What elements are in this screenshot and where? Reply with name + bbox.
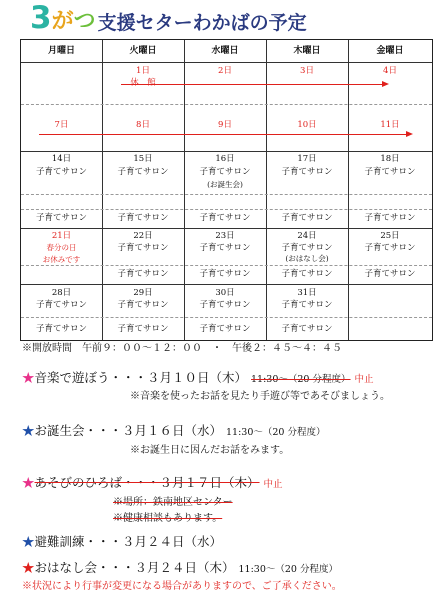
salon-top: 子育てサロン [117,300,169,310]
row-divider [21,284,432,285]
col-divider [348,40,349,340]
header-mon: 月曜日 [47,46,75,56]
event-playground-title: あそびのひろば・・・３月１７日（木） [34,475,260,490]
row-divider [21,228,432,229]
date-3: 3日 [300,66,314,76]
salon-bottom: 子育てサロン [35,213,87,223]
star-icon: ★ [22,534,35,549]
salon-bottom: 子育てサロン [364,213,416,223]
event-storytime [22,561,338,577]
salon-top: 子育てサロン [199,167,251,177]
closed-note: 休 館 [130,78,156,88]
closed-arrow-line-2 [39,134,407,135]
date-14: 14日 [51,154,72,164]
closed-arrow-head [382,81,389,87]
date-1: 1日 [136,66,150,76]
salon-bottom: 子育てサロン [281,213,333,223]
event-playground [22,476,283,492]
title-tsu: つ [73,9,96,34]
date-22: 22日 [133,231,153,241]
salon-top: 子育てサロン [199,300,251,310]
closed-arrow-head-2 [406,131,413,137]
date-2: 2日 [218,66,232,76]
title-text: 支援セターわかばの予定 [97,12,307,34]
event-music-time: 11:30～（20 分程度） [251,374,351,385]
date-7: 7日 [54,120,69,130]
salon-bottom: 子育てサロン [199,269,251,279]
salon-bottom: 子育てサロン [117,213,169,223]
sub-divider [21,317,432,318]
row-divider [21,151,432,152]
event-birthday-title: お誕生会・・・３月１６日（水） [34,423,223,438]
salon-top: 子育てサロン [281,300,333,310]
event-playground-desc: ※健康相談もあります。 [113,513,223,524]
salon-top: 子育てサロン [117,243,169,253]
salon-bottom: 子育てサロン [117,324,169,334]
date-15: 15日 [133,154,153,164]
sub-divider [21,209,432,210]
date-28: 28日 [51,288,72,298]
event-music-title: 音楽で遊ぼう・・・３月１０日（木） [34,370,248,385]
date-9: 9日 [218,120,232,130]
event-birthday-time: 11:30～（20 分程度） [226,427,326,438]
storytime-note: (おはなし会) [285,254,329,263]
holiday-closed: お休みです [42,255,81,264]
salon-bottom: 子育てサロン [281,324,333,334]
salon-top: 子育てサロン [35,167,87,177]
footer-notice: ※状況により行事が変更になる場合がありますので、ご了承ください。 [22,581,342,592]
event-music-desc: ※音楽を使ったお話を見たり手遊び等であそびましょう。 [130,391,390,402]
salon-bottom: 子育てサロン [281,269,333,279]
header-wed: 水曜日 [211,46,239,56]
event-music-status: 中止 [354,374,374,385]
date-11: 11日 [380,120,400,130]
event-storytime-title: おはなし会・・・３月２４日（木） [34,560,235,575]
date-24: 24日 [297,231,317,241]
event-drill [22,535,222,549]
salon-bottom: 子育てサロン [199,213,251,223]
salon-top: 子育てサロン [35,300,87,310]
date-25: 25日 [380,231,400,241]
birthday-note: (お誕生会) [207,180,243,189]
calendar-table [20,39,433,341]
date-10: 10日 [297,120,317,130]
date-30: 30日 [215,288,235,298]
salon-top: 子育てサロン [199,243,251,253]
salon-top: 子育てサロン [364,167,416,177]
date-17: 17日 [297,154,317,164]
date-23: 23日 [215,231,235,241]
date-18: 18日 [380,154,400,164]
date-4: 4日 [383,66,397,76]
star-icon: ★ [22,370,35,385]
header-fri: 金曜日 [376,46,404,56]
date-16: 16日 [215,154,235,164]
page-title [30,2,307,34]
date-31: 31日 [297,288,317,298]
star-icon: ★ [22,423,35,438]
salon-top: 子育てサロン [281,243,333,253]
opening-hours: ※開放時間 午前９：００～１２：００ ・ 午後２：４５～４：４５ [22,343,342,354]
star-icon: ★ [22,475,35,490]
salon-top: 子育てサロン [364,243,416,253]
date-21: 21日 [51,231,72,241]
holiday-name: 春分の日 [46,243,77,252]
salon-bottom: 子育てサロン [199,324,251,334]
event-birthday [22,424,326,440]
date-8: 8日 [136,120,150,130]
header-thu: 木曜日 [293,46,321,56]
event-birthday-desc: ※お誕生日に因んだお話をみます。 [130,445,290,456]
event-playground-place: ※場所：鉄南地区センター [113,497,233,508]
salon-top: 子育てサロン [117,167,169,177]
salon-top: 子育てサロン [281,167,333,177]
star-icon: ★ [22,560,35,575]
row-divider [21,62,432,63]
sub-divider [21,104,432,105]
sub-divider [21,194,432,195]
event-playground-status: 中止 [263,479,283,490]
salon-bottom: 子育てサロン [364,269,416,279]
date-29: 29日 [133,288,153,298]
salon-bottom: 子育てサロン [117,269,169,279]
closed-arrow-line [121,84,383,85]
header-tue: 火曜日 [129,46,157,56]
event-storytime-time: 11:30～（20 分程度） [238,564,339,575]
title-ga: が [51,9,74,34]
event-drill-title: 避難訓練・・・３月２４日（水） [34,534,223,549]
title-number: 3 [30,0,52,36]
salon-bottom: 子育てサロン [35,324,87,334]
event-music [22,371,374,387]
